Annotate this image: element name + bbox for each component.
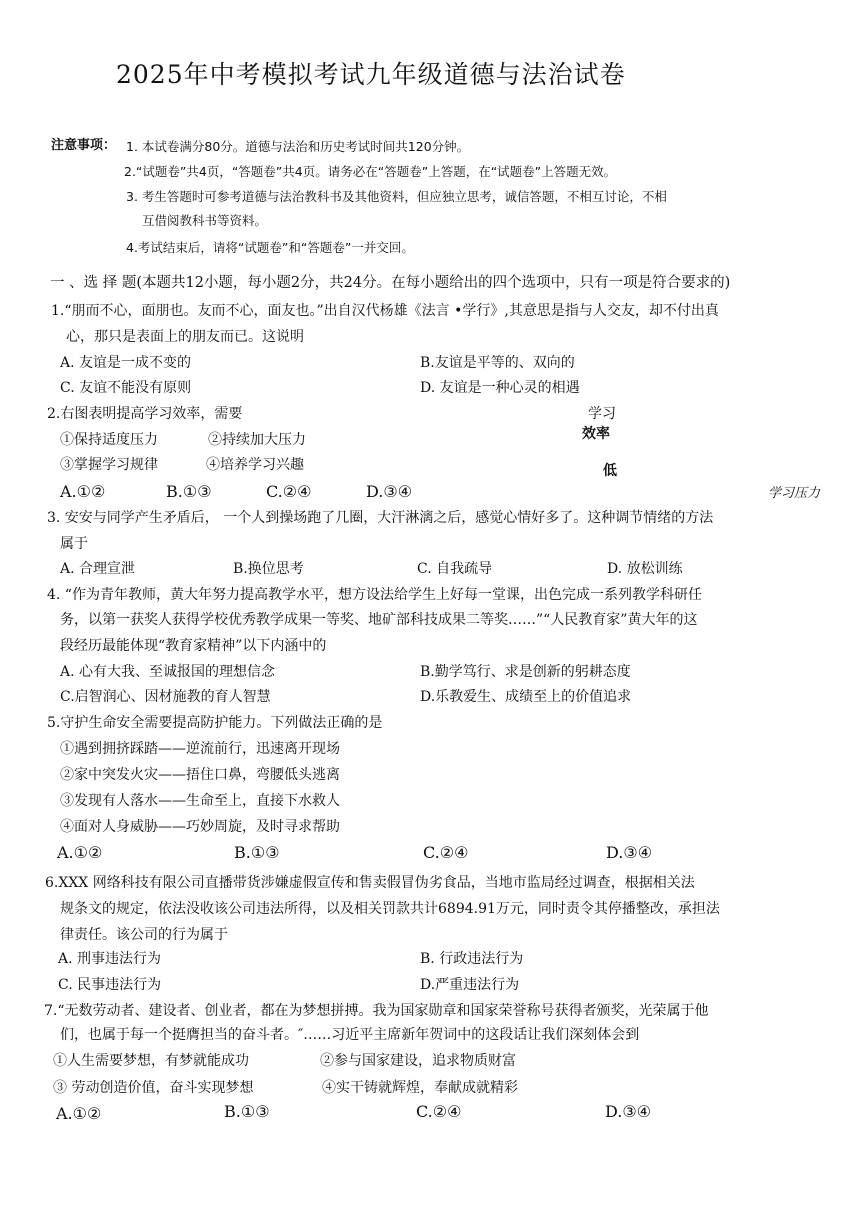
q3-option-b: B.换位思考: [233, 561, 304, 577]
q2-statement-1: ①保持适度压力: [60, 432, 158, 448]
q7-statement-1: ①人生需要梦想，有梦就能成功: [53, 1053, 249, 1069]
q1-stem-line-2: 心，那只是表面上的朋友而已。这说明: [66, 329, 304, 345]
q7-option-d: D.③④: [605, 1102, 652, 1121]
note-3-line-2: 互借阅教科书等资料。: [142, 213, 268, 228]
q5-option-a: A.①②: [57, 843, 103, 862]
q1-option-d: D. 友谊是一种心灵的相遇: [420, 380, 580, 396]
page-title: 2025年中考模拟考试九年级道德与法治试卷: [116, 60, 626, 89]
q2-statement-2: ②持续加大压力: [208, 432, 306, 448]
q3-option-c: C. 自我疏导: [417, 561, 493, 577]
q7-option-c: C.②④: [416, 1102, 462, 1121]
section-heading: 一 、选 择 题(本题共12小题，每小题2分，共24分。在每小题给出的四个选项中，只有一项是符合要求的): [50, 275, 731, 291]
q7-statement-3: ③ 劳动创造价值，奋斗实现梦想: [53, 1080, 254, 1096]
q4-option-c: C.启智润心、因材施教的育人智慧: [60, 689, 271, 705]
q5-option-c: C.②④: [423, 843, 469, 862]
q3-option-a: A. 合理宣泄: [60, 561, 136, 577]
q4-stem-line-3: 段经历最能体现“教育家精神”以下内涵中的: [60, 638, 327, 654]
q2-stem: 2.右图表明提高学习效率，需要: [47, 406, 243, 422]
q1-option-c: C. 友谊不能没有原则: [60, 380, 192, 396]
q4-option-d: D.乐教爱生、成绩至上的价值追求: [420, 689, 632, 705]
q6-option-c: C. 民事违法行为: [58, 977, 162, 993]
q7-statement-4: ④实干铸就辉煌，奉献成就精彩: [322, 1080, 518, 1096]
q5-statement-1: ①遇到拥挤踩踏——逆流前行，迅速离开现场: [60, 741, 340, 757]
note-3-line-1: 3. 考生答题时可参考道德与法治教科书及其他资料，但应独立思考，诚信答题，不相互讨论，不相: [126, 189, 667, 204]
q1-option-a: A. 友谊是一成不变的: [60, 355, 192, 371]
q6-stem-line-3: 律责任。该公司的行为属于: [60, 927, 228, 943]
q2-option-c: C.②④: [266, 482, 312, 501]
q4-stem-line-1: 4. “作为青年教师，黄大年努力提高教学水平，想方设法给学生上好每一堂课，出色完成一系列教学科研任: [47, 587, 702, 603]
q6-stem-line-1: 6.XXX 网络科技有限公司直播带货涉嫌虚假宣传和售卖假冒伪劣食品，当地市监局经过调查，根据相关法: [45, 875, 695, 891]
note-1: 1. 本试卷满分80分。道德与法治和历史考试时间共120分钟。: [126, 139, 470, 154]
figure-y-label-bottom: 效率: [582, 426, 610, 442]
q2-statement-3: ③掌握学习规律: [60, 457, 158, 473]
q6-stem-line-2: 规条文的规定，依法没收该公司违法所得，以及相关罚款共计6894.91万元，同时责令其停播整改，承担法: [60, 901, 720, 917]
q6-option-d: D.严重违法行为: [420, 977, 520, 993]
q4-option-a: A. 心有大我、至诚报国的理想信念: [60, 664, 276, 680]
q7-stem-line-2: 们，也属于每一个挺膺担当的奋斗者。″……习近平主席新年贺词中的这段话让我们深刻体会到: [60, 1027, 640, 1043]
q5-option-d: D.③④: [606, 843, 653, 862]
q6-option-b: B. 行政违法行为: [420, 951, 524, 967]
q5-statement-4: ④面对人身威胁——巧妙周旋，及时寻求帮助: [60, 819, 340, 835]
q2-option-b: B.①③: [166, 482, 212, 501]
note-4: 4.考试结束后，请将“试题卷”和“答题卷”一并交回。: [126, 240, 414, 255]
q2-statement-4: ④培养学习兴趣: [206, 457, 304, 473]
q5-statement-2: ②家中突发火灾——捂住口鼻，弯腰低头逃离: [60, 767, 340, 783]
q5-option-b: B.①③: [234, 843, 280, 862]
q7-stem-line-1: 7.“无数劳动者、建设者、创业者，都在为梦想拼搏。我为国家勋章和国家荣誉称号获得者颁奖，光荣属于他: [44, 1003, 709, 1019]
note-2: 2.“试题卷”共4页，“答题卷”共4页。请务必在“答题卷”上答题，在“试题卷”上答题无效。: [124, 164, 617, 179]
q7-option-a: A.①②: [56, 1104, 102, 1123]
q7-option-b: B.①③: [224, 1102, 270, 1121]
figure-x-label: 学习压力: [768, 486, 821, 501]
q3-option-d: D. 放松训练: [607, 561, 683, 577]
q2-option-a: A.①②: [60, 482, 106, 501]
q6-option-a: A. 刑事违法行为: [58, 951, 162, 967]
figure-y-label-top: 学习: [588, 406, 616, 422]
figure-low-label: 低: [603, 463, 617, 479]
q7-statement-2: ②参与国家建设，追求物质财富: [320, 1053, 516, 1069]
q4-option-b: B.勤学笃行、求是创新的躬耕态度: [420, 664, 631, 680]
notes-heading: 注意事项：: [51, 138, 117, 153]
q3-stem-line-1: 3. 安安与同学产生矛盾后， 一个人到操场跑了几圈，大汗淋漓之后，感觉心情好多了。这种调节情绪的方法: [47, 510, 714, 526]
q1-stem-line-1: 1.“朋而不心，面朋也。友而不心，面友也。”出自汉代杨雄《法言 •学行》,其意思是指与人交友，却不付出真: [51, 303, 719, 319]
q4-stem-line-2: 务，以第一获奖人获得学校优秀教学成果一等奖、地矿部科技成果二等奖……”“人民教育家”黄大年的这: [60, 612, 698, 628]
q3-stem-line-2: 属于: [60, 536, 88, 552]
q2-option-d: D.③④: [366, 482, 413, 501]
q1-option-b: B.友谊是平等的、双向的: [420, 355, 575, 371]
q5-statement-3: ③发现有人落水——生命至上，直接下水救人: [60, 793, 340, 809]
q5-stem: 5.守护生命安全需要提高防护能力。下列做法正确的是: [47, 715, 383, 731]
